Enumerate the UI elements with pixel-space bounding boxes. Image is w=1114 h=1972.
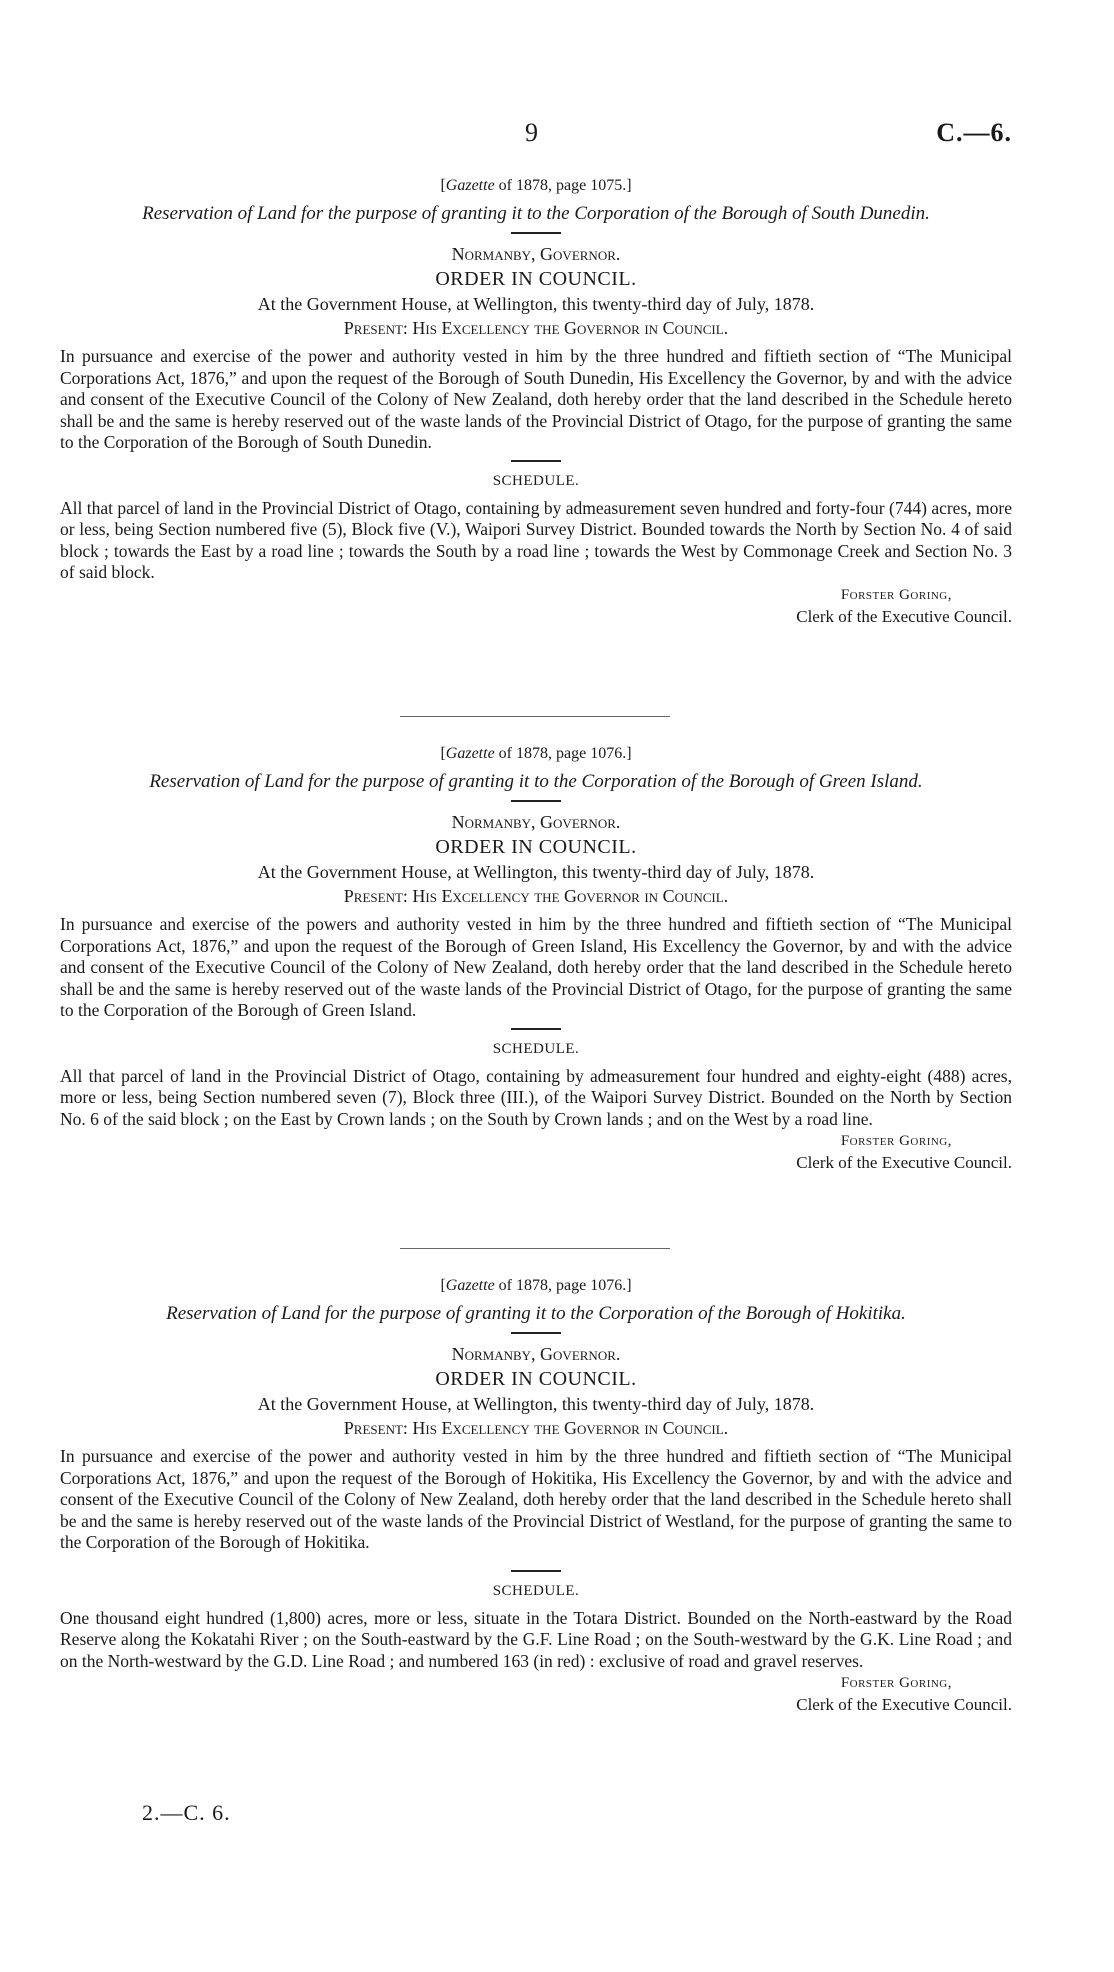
notice-title: Reservation of Land for the purpose of granting it to the Corporation of the Borough of South Dunedin.	[142, 203, 930, 224]
document-code: C.—6.	[936, 118, 1012, 147]
gazette-reference: [Gazette of 1878, page 1075.]	[440, 177, 632, 194]
schedule-heading: SCHEDULE.	[492, 1582, 580, 1599]
order-paragraph: In pursuance and exercise of the powers and authority vested in him by the three hundred and fiftieth section of “The Municipal Corporations Act, 1876,” and upon the request of the Borough of Green Island, His Excellency the Governor, by and with the advice and consent of the Executive Council of the Colony of New Zealand, doth hereby order that the land described in the Schedule hereto shall be and the same is hereby reserved out of the waste lands of the Provincial District of Otago, for the purpose of granting the same to the Corporation of the Borough of Green Island.	[60, 914, 1012, 1020]
schedule-text: One thousand eight hundred (1,800) acres, more or less, situate in the Totara District. Bounded on the North-eastward by the Road Reserve along the Kokatahi River ; on the South-eastward by the G.F. Line Road ; on the South-westward by the G.K. Line Road ; and on the North-westward by the G.D. Line Road ; and numbered 163 (in red) : exclusive of road and gravel reserves.	[60, 1607, 1012, 1671]
schedule-text: All that parcel of land in the Provincial District of Otago, containing by admeasurement four hundred and eighty-eight (488) acres, more or less, being Section numbered seven (7), Block three (III.), of the Waipori Survey District. Bounded on the North by Section No. 6 of the said block ; on the East by Crown lands ; on the South by Crown lands ; and on the West by a road line.	[60, 1065, 1012, 1129]
order-heading: ORDER IN COUNCIL.	[435, 1368, 637, 1390]
signatory-title: Clerk of the Executive Council.	[796, 1153, 1012, 1172]
order-heading: ORDER IN COUNCIL.	[435, 268, 637, 290]
present-line: Present: His Excellency the Governor in Council.	[343, 318, 729, 338]
order-paragraph: In pursuance and exercise of the power and authority vested in him by the three hundred and fiftieth section of “The Municipal Corporations Act, 1876,” and upon the request of the Borough of South Dunedin, His Excellency the Governor, by and with the advice and consent of the Executive Council of the Colony of New Zealand, doth hereby order that the land described in the Schedule hereto shall be and the same is hereby reserved out of the waste lands of the Provincial District of Otago, for the purpose of granting the same to the Corporation of the Borough of South Dunedin.	[60, 346, 1012, 452]
signatory-name: Forster Goring,	[840, 1133, 952, 1149]
signatory-name: Forster Goring,	[840, 1675, 952, 1691]
signatory-title: Clerk of the Executive Council.	[796, 1695, 1012, 1714]
notice-green-island	[60, 744, 1012, 1174]
short-rule	[511, 1332, 561, 1334]
schedule-heading: SCHEDULE.	[492, 1040, 580, 1057]
order-heading: ORDER IN COUNCIL.	[435, 836, 637, 858]
short-rule	[511, 800, 561, 802]
place-date-line: At the Government House, at Wellington, this twenty-third day of July, 1878.	[257, 1394, 815, 1414]
signatory-name: Forster Goring,	[840, 586, 952, 603]
place-date-line: At the Government House, at Wellington, this twenty-third day of July, 1878.	[257, 294, 815, 314]
order-paragraph: In pursuance and exercise of the power and authority vested in him by the three hundred and fiftieth section of “The Municipal Corporations Act, 1876,” and upon the request of the Borough of Hokitika, His Excellency the Governor, by and with the advice and consent of the Executive Council of the Colony of New Zealand, doth hereby order that the land described in the Schedule hereto shall be and the same is hereby reserved out of the waste lands of the Provincial District of Westland, for the purpose of granting the same to the Corporation of the Borough of Hokitika.	[60, 1446, 1012, 1552]
short-rule	[511, 1028, 561, 1030]
schedule-heading: SCHEDULE.	[492, 472, 580, 489]
notice-south-dunedin	[60, 176, 1012, 628]
governor-line: Normanby, Governor.	[451, 244, 621, 264]
short-rule	[511, 232, 561, 234]
signature-mark: 2.—C. 6.	[142, 1800, 231, 1825]
section-divider	[400, 716, 670, 717]
governor-line: Normanby, Governor.	[451, 812, 621, 832]
present-line: Present: His Excellency the Governor in Council.	[343, 1418, 729, 1438]
schedule-text: All that parcel of land in the Provincial District of Otago, containing by admeasurement seven hundred and forty-four (744) acres, more or less, being Section numbered five (5), Block five (V.), Waipori Survey District. Bounded towards the North by Section No. 4 of said block ; towards the East by a road line ; towards the South by a road line ; towards the West by Commonage Creek and Section No. 3 of said block.	[60, 497, 1012, 582]
signature-block	[60, 1672, 1012, 1716]
signatory-title: Clerk of the Executive Council.	[796, 606, 1012, 626]
notice-hokitika	[60, 1276, 1012, 1716]
place-date-line: At the Government House, at Wellington, this twenty-third day of July, 1878.	[257, 862, 815, 882]
signature-block	[60, 584, 1012, 628]
signature-block	[60, 1130, 1012, 1174]
notice-title: Reservation of Land for the purpose of granting it to the Corporation of the Borough of Green Island.	[149, 771, 923, 792]
notice-title: Reservation of Land for the purpose of granting it to the Corporation of the Borough of Hokitika.	[166, 1303, 906, 1324]
gazette-reference: [Gazette of 1878, page 1076.]	[440, 1277, 632, 1294]
section-divider	[400, 1248, 670, 1249]
page-header	[60, 118, 1012, 158]
page-number: 9	[525, 118, 538, 147]
gazette-reference: [Gazette of 1878, page 1076.]	[440, 745, 632, 762]
short-rule	[511, 460, 561, 462]
present-line: Present: His Excellency the Governor in Council.	[343, 886, 729, 906]
short-rule	[511, 1570, 561, 1572]
governor-line: Normanby, Governor.	[451, 1344, 621, 1364]
